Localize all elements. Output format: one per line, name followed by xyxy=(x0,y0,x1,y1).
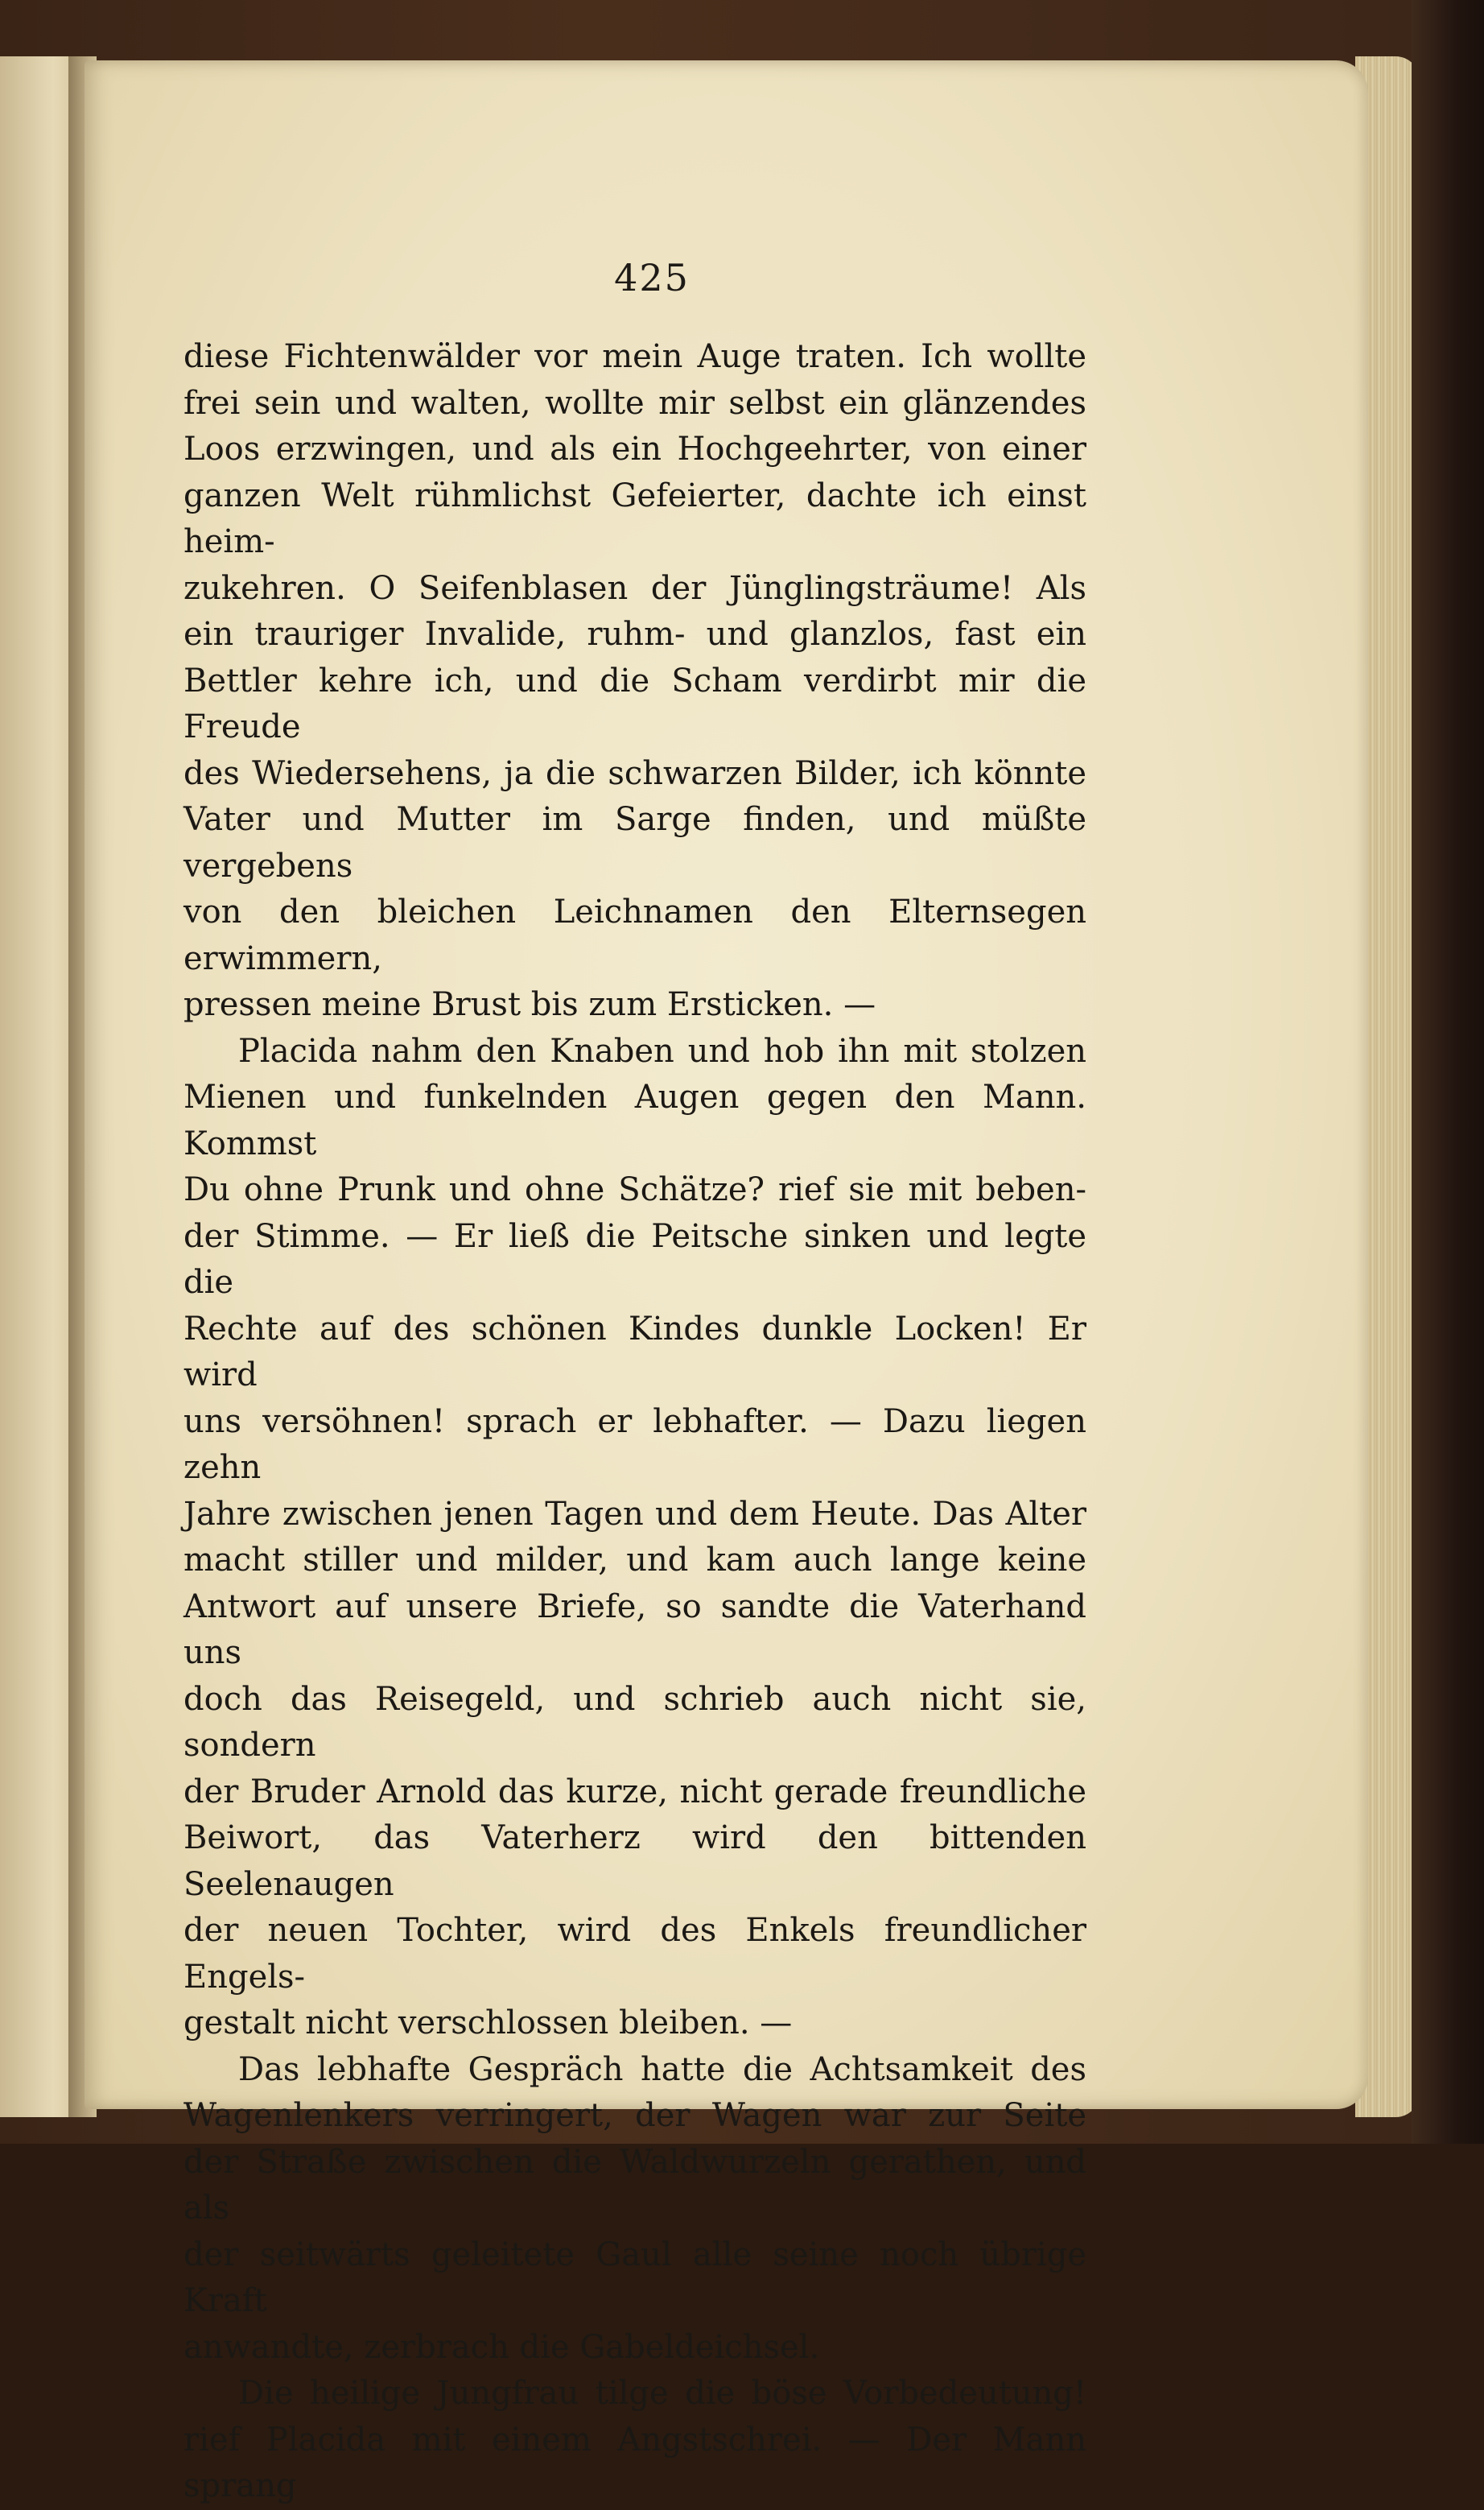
line: diese Fichtenwälder vor mein Auge traten. Ich wollte xyxy=(183,338,1086,375)
line: von den bleichen Leichnamen den Elternsegen erwimmern, xyxy=(183,894,1086,977)
line: Mienen und funkelnden Augen gegen den Mann. Kommst xyxy=(183,1079,1086,1162)
line: uns versöhnen! sprach er lebhafter. — Dazu liegen zehn xyxy=(183,1402,1086,1486)
line: gestalt nicht verschlossen bleiben. — xyxy=(183,2004,793,2041)
line: Wagenlenkers verringert, der Wagen war zur Seite xyxy=(183,2097,1086,2134)
line: pressen meine Brust bis zum Ersticken. — xyxy=(183,986,876,1023)
body-text xyxy=(183,334,1086,2510)
line: rief Placida mit einem Angstschrei. — Der Mann sprang xyxy=(183,2421,1086,2504)
line: Antwort auf unsere Briefe, so sandte die Vaterhand uns xyxy=(183,1587,1086,1671)
line: Placida nahm den Knaben und hob ihn mit stolzen xyxy=(238,1032,1086,1070)
line: Jahre zwischen jenen Tagen und dem Heute. Das Alter xyxy=(183,1495,1086,1533)
line: Die heilige Jungfrau tilge die böse Vorbedeutung! xyxy=(238,2375,1086,2412)
line: Loos erzwingen, und als ein Hochgeehrter, von einer xyxy=(183,431,1086,468)
line: Bettler kehre ich, und die Scham verdirbt mir die Freude xyxy=(183,662,1086,745)
line: der Stimme. — Er ließ die Peitsche sinken und legte die xyxy=(183,1217,1086,1301)
line: ganzen Welt rühmlichst Gefeierter, dachte ich einst heim- xyxy=(183,477,1086,560)
line: der seitwärts geleitete Gaul alle seine noch übrige Kraft xyxy=(183,2235,1086,2319)
line: macht stiller und milder, und kam auch lange keine xyxy=(183,1542,1086,1579)
left-page-edge xyxy=(0,56,76,2117)
line: zukehren. O Seifenblasen der Jünglingsträume! Als xyxy=(183,569,1086,607)
line: Rechte auf des schönen Kindes dunkle Locken! Er wird xyxy=(183,1310,1086,1393)
line: doch das Reisegeld, und schrieb auch nicht sie, sondern xyxy=(183,1680,1086,1764)
line: des Wiedersehens, ja die schwarzen Bilder, ich könnte xyxy=(183,754,1086,792)
book-cover-edge xyxy=(1412,0,1484,2144)
line: frei sein und walten, wollte mir selbst ein glänzendes xyxy=(183,384,1086,422)
line: der Bruder Arnold das kurze, nicht gerade freundliche xyxy=(183,1773,1086,1810)
line: ein trauriger Invalide, ruhm- und glanzlos, fast ein xyxy=(183,616,1086,653)
line: der neuen Tochter, wird des Enkels freundlicher Engels- xyxy=(183,1912,1086,1996)
line: Das lebhafte Gespräch hatte die Achtsamkeit des xyxy=(238,2050,1086,2088)
line: Du ohne Prunk und ohne Schätze? rief sie mit beben- xyxy=(183,1171,1086,1208)
page-number: 425 xyxy=(614,256,690,299)
line: der Straße zwischen die Waldwurzeln gerathen, und als xyxy=(183,2143,1086,2227)
line: Beiwort, das Vaterherz wird den bittenden Seelenaugen xyxy=(183,1819,1086,1903)
line: Vater und Mutter im Sarge finden, und müßte vergebens xyxy=(183,801,1086,885)
line: anwandte, zerbrach die Gabeldeichsel. xyxy=(183,2328,820,2366)
